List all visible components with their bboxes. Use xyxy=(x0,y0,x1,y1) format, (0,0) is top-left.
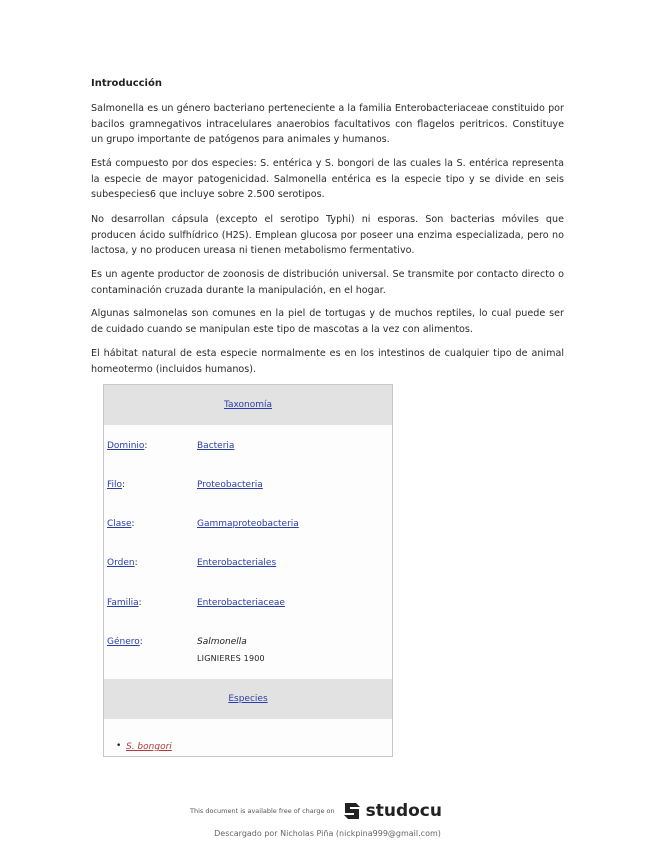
rank-link[interactable]: Clase xyxy=(107,519,132,529)
taxon-link[interactable]: Enterobacteriales xyxy=(197,558,277,568)
taxonomy-header xyxy=(104,385,392,425)
studocu-logo[interactable] xyxy=(341,800,442,822)
studocu-s-icon xyxy=(341,800,363,822)
paragraph: No desarrollan cápsula (excepto el serotipo Typhi) ni esporas. Son bacterias móviles que producen ácido sulfhídrico (H2S). Emplean glucosa por poseer una enzima especializada, pero no lactosa, y no producen ureasa ni tienen metabolismo fermentativo. xyxy=(91,214,564,256)
rank-link[interactable]: Dominio xyxy=(107,441,145,451)
download-notice: Descargado por Nicholas Piña (nickpina999@gmail.com) xyxy=(214,829,441,838)
brand-name: studocu xyxy=(365,801,442,821)
paragraph: Está compuesto por dos especies: S. entérica y S. bongori de las cuales la S. entérica representa la especie de mayor patogenicidad. Salmonella entérica es la especie tipo y se divide en seis subespecies6 que incluye sobre 2.500 serotipos. xyxy=(91,158,564,200)
bullet-icon: • xyxy=(116,741,122,751)
taxon-link[interactable]: Proteobacteria xyxy=(197,480,263,490)
availability-text: This document is available free of charge on xyxy=(190,807,335,815)
paragraph: Salmonella es un género bacteriano perteneciente a la familia Enterobacteriaceae constituido por bacilos gramnegativos intracelulares anaerobios facultativos con flagelos peritricos. Constituye un grupo importante de patógenos para animales y humanos. xyxy=(91,103,564,145)
genus-name: Salmonella xyxy=(197,637,247,647)
species-list-item xyxy=(116,741,172,752)
taxonomy-row-genero: Género: Salmonella LIGNIERES 1900 xyxy=(107,637,265,663)
taxonomy-box: Taxonomía Dominio: Bacteria Filo: Proteobacteria Clase: Gammaproteobacteria Orden: Enterobacteriales Familia: Enterobacteriaceae Género: Salmonella LIGNIERES 1900 Especies • S. bongori xyxy=(103,384,393,757)
rank-link[interactable]: Género xyxy=(107,637,140,647)
taxon-link[interactable]: Bacteria xyxy=(197,441,235,451)
genus-authority: LIGNIERES 1900 xyxy=(197,654,265,663)
taxon-link[interactable]: Enterobacteriaceae xyxy=(197,598,285,608)
species-title-link[interactable]: Especies xyxy=(228,694,268,704)
paragraph: El hábitat natural de esta especie normalmente es en los intestinos de cualquier tipo de animal homeotermo (incluidos humanos). xyxy=(91,348,564,375)
rank-link[interactable]: Filo xyxy=(107,480,123,490)
taxonomy-title-link[interactable]: Taxonomía xyxy=(223,400,273,410)
footer-availability xyxy=(190,800,442,822)
rank-link[interactable]: Familia xyxy=(107,598,139,608)
species-link[interactable]: S. bongori xyxy=(126,742,172,752)
species-header xyxy=(104,679,392,719)
taxon-link[interactable]: Gammaproteobacteria xyxy=(197,519,299,529)
section-heading: Introducción xyxy=(91,78,162,89)
rank-link[interactable]: Orden xyxy=(107,558,135,568)
paragraph: Algunas salmonelas son comunes en la piel de tortugas y de muchos reptiles, lo cual puede ser de cuidado cuando se manipulan este tipo de mascotas a la vez con alimentos. xyxy=(91,308,564,335)
paragraph: Es un agente productor de zoonosis de distribución universal. Se transmite por contacto directo o contaminación cruzada durante la manipulación, en el hogar. xyxy=(91,269,564,296)
